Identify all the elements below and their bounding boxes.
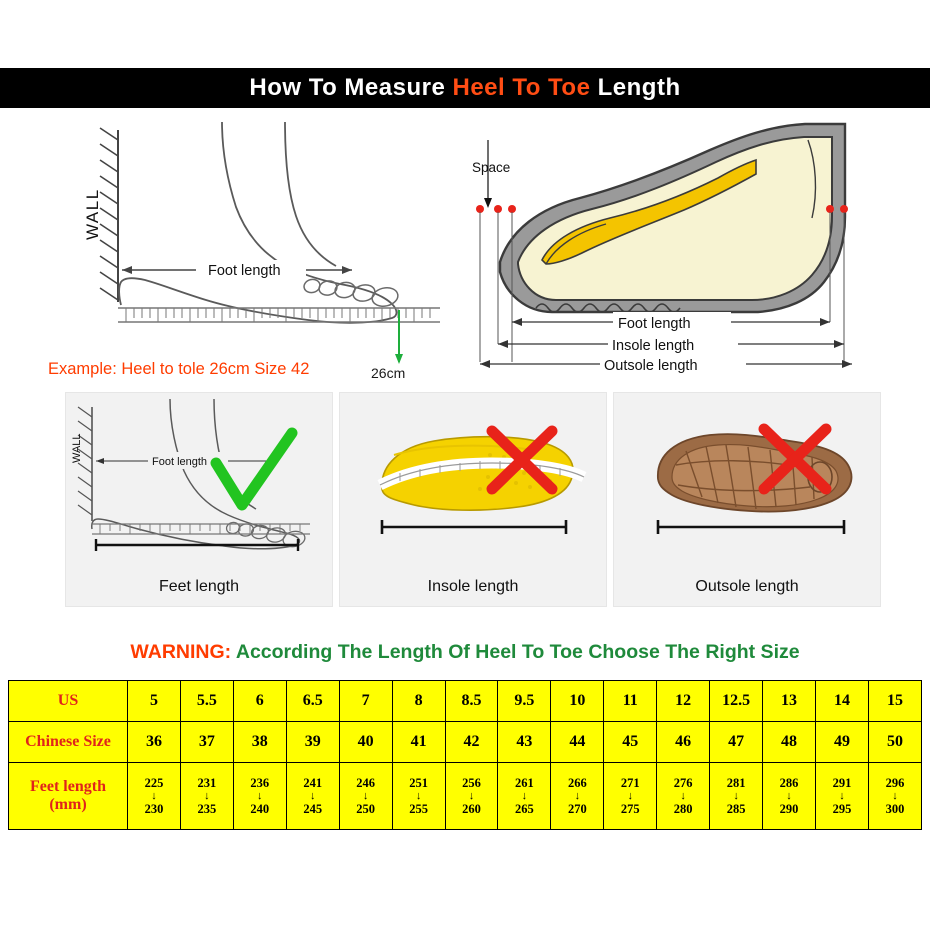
cell-cn-2: 38 <box>233 722 286 763</box>
cell-us-0: 5 <box>128 681 181 722</box>
cell-len-5: 251 ↓ 255 <box>392 763 445 830</box>
cell-us-5: 8 <box>392 681 445 722</box>
cell-len-11: 281 ↓ 285 <box>710 763 763 830</box>
cell-len-0: 225 ↓ 230 <box>128 763 181 830</box>
outsole-icon <box>614 393 880 568</box>
panel-feet-length <box>65 392 333 607</box>
cell-len-4: 246 ↓ 250 <box>339 763 392 830</box>
cell-us-7: 9.5 <box>498 681 551 722</box>
panel-caption: Insole length <box>427 578 519 595</box>
warning-label: WARNING: <box>130 641 232 663</box>
cell-len-9: 271 ↓ 275 <box>604 763 657 830</box>
cell-len-13: 291 ↓ 295 <box>815 763 868 830</box>
space-label: Space <box>472 160 511 175</box>
cell-cn-10: 46 <box>657 722 710 763</box>
top-diagrams <box>0 112 930 387</box>
table-row-us <box>9 681 922 722</box>
foot-against-wall-diagram <box>0 112 460 387</box>
cell-cn-5: 41 <box>392 722 445 763</box>
cell-cn-3: 39 <box>286 722 339 763</box>
cell-len-8: 266 ↓ 270 <box>551 763 604 830</box>
page-title-highlight: Heel To Toe <box>452 74 591 101</box>
svg-text:Foot length: Foot length <box>618 316 691 332</box>
cell-cn-11: 47 <box>710 722 763 763</box>
warning-line <box>0 641 930 664</box>
row-header-feet-length-line1: Feet length <box>30 777 106 795</box>
row-header-us: US <box>9 681 128 722</box>
table-footer-strip <box>8 842 922 852</box>
row-header-chinese: Chinese Size <box>9 722 128 763</box>
example-label: Example: Heel to tole 26cm Size 42 <box>48 360 310 378</box>
cell-len-10: 276 ↓ 280 <box>657 763 710 830</box>
cell-cn-13: 49 <box>815 722 868 763</box>
cell-us-11: 12.5 <box>710 681 763 722</box>
comparison-panels <box>65 392 865 607</box>
foot-outline-icon <box>66 393 332 568</box>
svg-text:WALL: WALL <box>71 433 83 463</box>
shoe-cross-section-diagram <box>460 112 930 387</box>
svg-text:WALL: WALL <box>83 188 102 240</box>
page-title-part1: How To Measure <box>249 74 453 101</box>
cell-cn-1: 37 <box>180 722 233 763</box>
foot-length-label: Foot length <box>208 263 281 279</box>
insole-icon <box>340 393 606 568</box>
cell-cn-8: 44 <box>551 722 604 763</box>
cell-cn-6: 42 <box>445 722 498 763</box>
cell-len-14: 296 ↓ 300 <box>868 763 921 830</box>
table-row-feet-length <box>9 763 922 830</box>
page-title-banner <box>0 68 930 108</box>
svg-text:Insole length: Insole length <box>612 338 695 354</box>
page-title <box>249 74 680 102</box>
cell-cn-4: 40 <box>339 722 392 763</box>
cell-cn-0: 36 <box>128 722 181 763</box>
cell-len-2: 236 ↓ 240 <box>233 763 286 830</box>
cell-cn-12: 48 <box>763 722 816 763</box>
cell-us-6: 8.5 <box>445 681 498 722</box>
row-header-feet-length <box>9 763 128 830</box>
cell-len-6: 256 ↓ 260 <box>445 763 498 830</box>
cm-measure-label: 26cm <box>371 365 406 381</box>
svg-text:Outsole length: Outsole length <box>604 358 698 374</box>
cell-us-14: 15 <box>868 681 921 722</box>
table-row-chinese <box>9 722 922 763</box>
row-header-feet-length-line2: (mm) <box>49 796 87 813</box>
cell-us-12: 13 <box>763 681 816 722</box>
cell-us-1: 5.5 <box>180 681 233 722</box>
panel-caption: Feet length <box>158 578 240 595</box>
size-chart-table <box>8 680 922 830</box>
cell-len-1: 231 ↓ 235 <box>180 763 233 830</box>
cell-us-9: 11 <box>604 681 657 722</box>
cell-len-3: 241 ↓ 245 <box>286 763 339 830</box>
cell-len-7: 261 ↓ 265 <box>498 763 551 830</box>
cell-us-3: 6.5 <box>286 681 339 722</box>
cell-len-12: 286 ↓ 290 <box>763 763 816 830</box>
cell-cn-14: 50 <box>868 722 921 763</box>
panel-insole-length <box>339 392 607 607</box>
svg-text:Foot length: Foot length <box>152 456 208 468</box>
page-title-part2: Length <box>590 74 681 101</box>
panel-caption: Outsole length <box>695 578 799 595</box>
cell-us-8: 10 <box>551 681 604 722</box>
cell-cn-9: 45 <box>604 722 657 763</box>
cell-us-4: 7 <box>339 681 392 722</box>
cell-us-10: 12 <box>657 681 710 722</box>
cell-us-2: 6 <box>233 681 286 722</box>
warning-text: According The Length Of Heel To Toe Choose The Right Size <box>231 641 800 663</box>
cell-cn-7: 43 <box>498 722 551 763</box>
panel-outsole-length <box>613 392 881 607</box>
cell-us-13: 14 <box>815 681 868 722</box>
